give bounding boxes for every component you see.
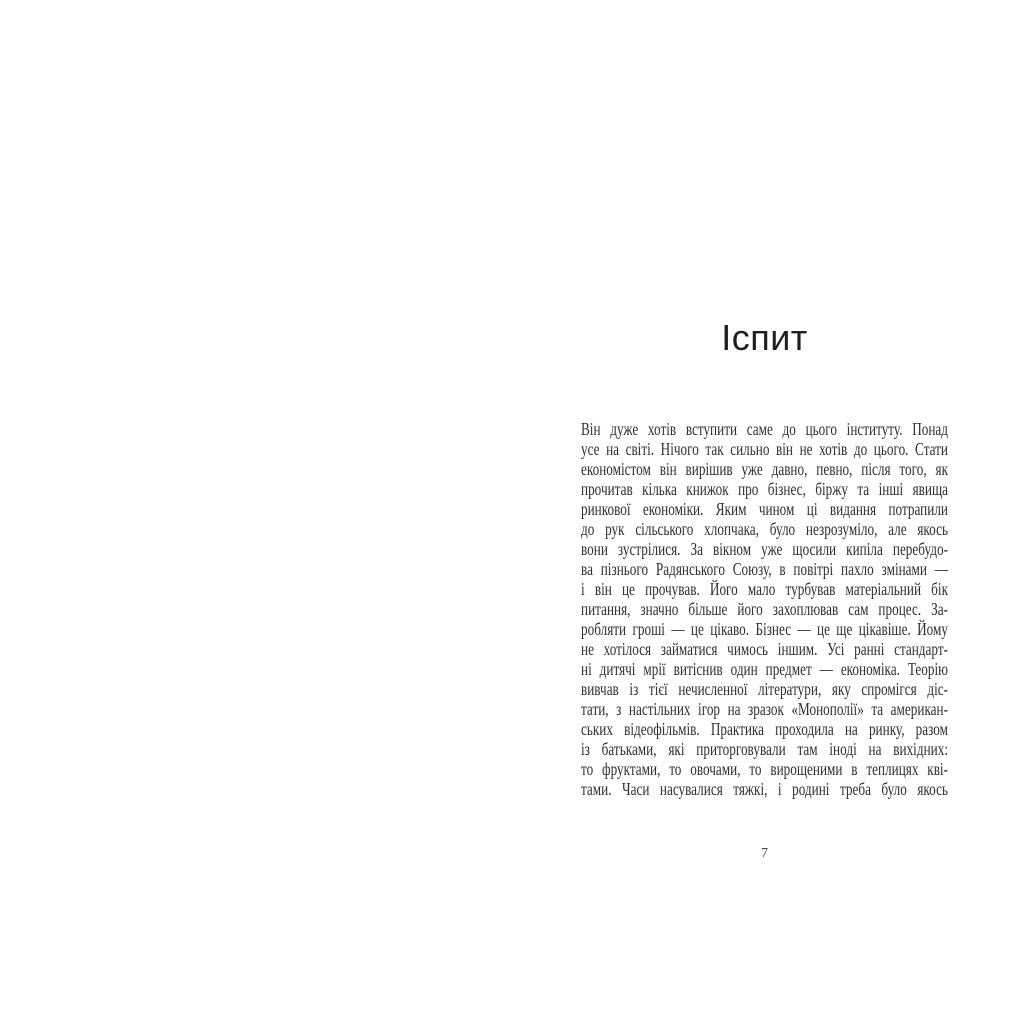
text-line: економістом він вирішив уже давно, певно, після того, як: [581, 459, 948, 479]
text-line: ських відеофільмів. Практика проходила на ринку, разом: [581, 719, 948, 739]
text-line: тати, з настільних ігор на зразок «Монополії» та американ-: [581, 699, 948, 719]
text-line: прочитав кілька книжок про бізнес, біржу та інші явища: [581, 479, 948, 499]
text-line: усе на світі. Нічого так сильно він не хотів до цього. Стати: [581, 439, 948, 459]
body-text-block: [581, 419, 948, 799]
text-line: і він це прочував. Його мало турбував матеріальний бік: [581, 579, 948, 599]
text-line: робляти гроші — це цікаво. Бізнес — це ще цікавіше. Йому: [581, 619, 948, 639]
text-line: із батьками, які приторговували там іноді на вихідних:: [581, 739, 948, 759]
text-line: не хотілося займатися чимось іншим. Усі ранні стандарт-: [581, 639, 948, 659]
page-number: 7: [761, 846, 768, 861]
body-text-column: [581, 419, 948, 799]
text-line: то фруктами, то овочами, то вирощеними в теплицях кві-: [581, 759, 948, 779]
text-line: питання, значно більше його захоплював сам процес. За-: [581, 599, 948, 619]
text-line: вивчав із тієї нечисленної літератури, яку спромігся діс-: [581, 679, 948, 699]
text-line: до рук сільського хлопчака, було незрозуміло, але якось: [581, 519, 948, 539]
text-line: тами. Часи насувалися тяжкі, і родині треба було якось: [581, 779, 948, 799]
text-line: Він дуже хотів вступити саме до цього інституту. Понад: [581, 419, 948, 439]
text-line: ринкової економіки. Яким чином ці видання потрапили: [581, 499, 948, 519]
text-line: ні дитячі мрії витіснив один предмет — економіка. Теорію: [581, 659, 948, 679]
text-line: вони зустрілися. За вікном уже щосили кипіла перебудо-: [581, 539, 948, 559]
text-line: ва пізнього Радянського Союзу, в повітрі пахло змінами —: [581, 559, 948, 579]
chapter-title: Іспит: [721, 317, 808, 359]
